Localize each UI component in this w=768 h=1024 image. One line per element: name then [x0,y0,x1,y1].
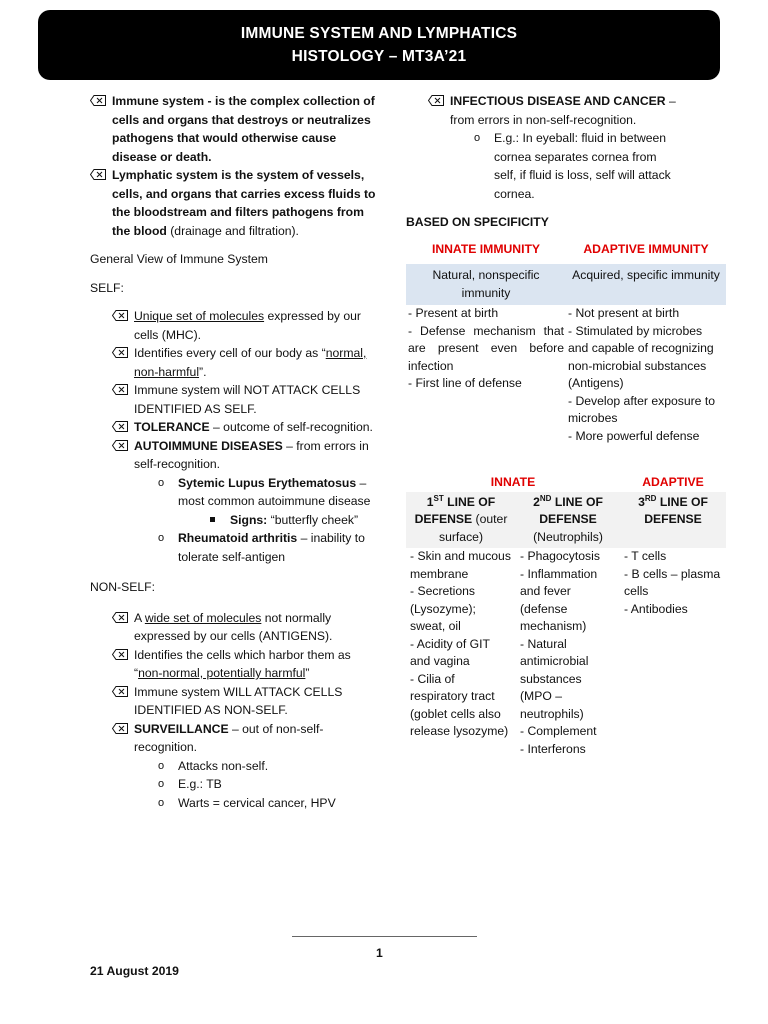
underlined-text: Unique set of molecules [134,309,265,323]
table-header-row [406,492,726,549]
list-item: - Skin and mucous membrane [410,549,511,581]
header-second-line [516,492,620,549]
nonself-bullet-1 [112,609,380,646]
definition: - is the complex collection of cells and organs that destroys or neutralizes pathogens that would otherwise cause disease or death. [112,94,375,164]
header-title: IMMUNE SYSTEM AND LYMPHATICS [240,25,518,42]
list-item: - Develop after exposure to microbes [568,393,716,425]
list-item: - More powerful defense [568,428,700,443]
right-column [406,92,726,758]
nonself-heading: NON-SELF: [90,580,156,594]
ordinal: 2 [533,494,540,509]
header-adaptive: Acquired, specific immunity [566,264,726,305]
self-bullet-5 [112,437,380,474]
self-bullet-1 [112,307,380,344]
general-view-heading: General View of Immune System [90,252,268,266]
text: “butterfly cheek” [267,512,359,527]
term: TOLERANCE [134,420,210,434]
text: not normally expressed by our cells (ANTIGENS). [134,610,333,643]
checkbox-x-icon [112,421,128,432]
checkbox-x-icon [112,440,128,451]
list-item: - Present at birth [408,306,499,320]
ordinal-suffix: ST [433,493,444,503]
header-text: LINE OF DEFENSE [644,494,708,526]
immunity-labels [406,240,726,259]
list-item: - T cells [624,549,667,563]
sub-item-eg-tb: o E.g.: TB [158,775,380,794]
bullet-lymphatic-system [90,166,380,240]
text: – most common autoimmune disease [178,475,371,508]
text: – from errors in non-self-recognition. [450,94,676,127]
self-bullet-4 [112,418,380,437]
list-item: - Phagocytosis [520,549,600,563]
cell-adaptive [566,305,726,445]
checkbox-x-icon [428,95,444,106]
cell-third-line [620,548,726,758]
cell-second-line [516,548,620,758]
table-header-row [406,264,726,305]
ordinal: 3 [638,494,645,509]
header-subtext: (Neutrophils) [533,529,603,544]
list-item: - Inflammation and fever (defense mechanism) [520,566,598,633]
cell-first-line [406,548,516,758]
header-third-line [620,492,726,549]
sub-item-eyeball: o E.g.: In eyeball: fluid in between cornea separates cornea from self, if fluid is loss, self will attack cornea. [474,129,678,203]
term: Immune system [112,94,205,108]
page-number: 1 [376,946,383,960]
definition: is the system of vessels, cells, and organs that carries excess fluids to the bloodstream and filters pathogens from the blood [112,168,376,238]
header-subtext: (outer surface) [438,512,508,544]
list-item: - Interferons [520,741,586,756]
term: Lymphatic system [112,168,218,182]
underlined-text: non-normal, potentially harmful [138,666,306,680]
list-item: - Complement [520,724,597,738]
checkbox-x-icon [90,95,106,106]
checkbox-x-icon [112,384,128,395]
list-item: - Natural antimicrobial substances (MPO – neutrophils) [520,636,589,721]
bullet-immune-system [90,92,380,166]
header-text: LINE OF DEFENSE [539,494,603,526]
adaptive-label: ADAPTIVE [642,475,704,489]
footer-divider [292,936,477,937]
text: Identifies every cell of our body as “ [134,346,326,360]
text: Immune system WILL ATTACK CELLS IDENTIFIED AS NON-SELF. [134,684,343,717]
term: AUTOIMMUNE DISEASES [134,438,283,453]
specificity-table [406,264,726,445]
text: Immune system will NOT ATTACK CELLS IDENTIFIED AS SELF. [134,383,361,416]
innate-label: INNATE [490,475,536,489]
table-row [406,548,726,758]
table-row [406,305,726,445]
underlined-text: normal, non-harmful [134,346,367,379]
self-heading: SELF: [90,280,124,295]
checkbox-x-icon [112,686,128,697]
list-item: - First line of defense [408,376,522,390]
text: – outcome of self-recognition. [209,420,373,434]
defense-table [406,492,726,759]
list-item: - Defense mechanism that are present even before infection [408,323,564,373]
footer-date: 21 August 2019 [90,964,179,978]
header-innate: Natural, nonspecific immunity [406,264,566,305]
text: – inability to tolerate self-antigen [178,531,365,564]
checkbox-x-icon [112,347,128,358]
sub-item-attacks: o Attacks non-self. [158,757,380,776]
underlined-text: wide set of molecules [144,610,262,625]
document-header [38,10,720,80]
innate-immunity-label: INNATE IMMUNITY [431,241,541,256]
list-item: - Secretions (Lysozyme); sweat, oil [410,584,476,633]
self-bullet-2 [112,344,380,381]
nonself-bullet-2 [112,646,380,683]
list-item: - B cells – plasma cells [624,566,721,598]
nonself-bullet-4 [112,720,380,757]
left-column [90,92,380,812]
checkbox-x-icon [112,649,128,660]
definition-tail: (drainage and filtration). [166,223,299,238]
ordinal-suffix: ND [539,493,552,503]
term: INFECTIOUS DISEASE AND CANCER [450,94,666,108]
specificity-heading: BASED ON SPECIFICITY [406,215,549,229]
text: – out of non-self-recognition. [134,721,324,754]
sub-sub-item-signs [210,511,380,530]
term: Rheumatoid arthritis [178,531,298,545]
term: Sytemic Lupus Erythematosus [178,475,357,490]
text: ” [305,666,310,680]
adaptive-immunity-label: ADAPTIVE IMMUNITY [583,241,709,256]
checkbox-x-icon [112,612,128,623]
text: Identifies the cells which harbor them as “ [134,647,351,680]
text: expressed by our cells (MHC). [134,309,361,342]
checkbox-x-icon [90,169,106,180]
checkbox-x-icon [112,723,128,734]
ordinal: 1 [426,494,434,509]
term: Signs: [230,512,268,527]
text: ”. [199,364,207,379]
header-subtitle: HISTOLOGY – MT3A’21 [291,48,467,65]
sub-item-warts: o Warts = cervical cancer, HPV [158,794,380,813]
text: – from errors in self-recognition. [134,438,369,471]
term: SURVEILLANCE [134,721,229,736]
header-text: LINE OF DEFENSE [414,494,496,526]
list-item: - Cilia of respiratory tract (goblet cells also release lysozyme) [410,671,509,738]
self-bullet-3 [112,381,380,418]
sub-item-ra [158,529,380,566]
list-item: - Not present at birth [568,306,680,320]
cell-innate [406,305,566,445]
bullet-infectious-disease [428,92,676,129]
header-first-line [406,492,516,549]
list-item: - Stimulated by microbes and capable of recognizing non-microbial substances (Antigens) [568,323,714,390]
defense-labels [406,473,726,492]
text: A [134,610,145,625]
ordinal-suffix: RD [644,493,657,503]
list-item: - Antibodies [624,601,688,616]
checkbox-x-icon [112,310,128,321]
sub-item-sle [158,474,380,511]
nonself-bullet-3 [112,683,380,720]
list-item: - Acidity of GIT and vagina [410,636,490,668]
